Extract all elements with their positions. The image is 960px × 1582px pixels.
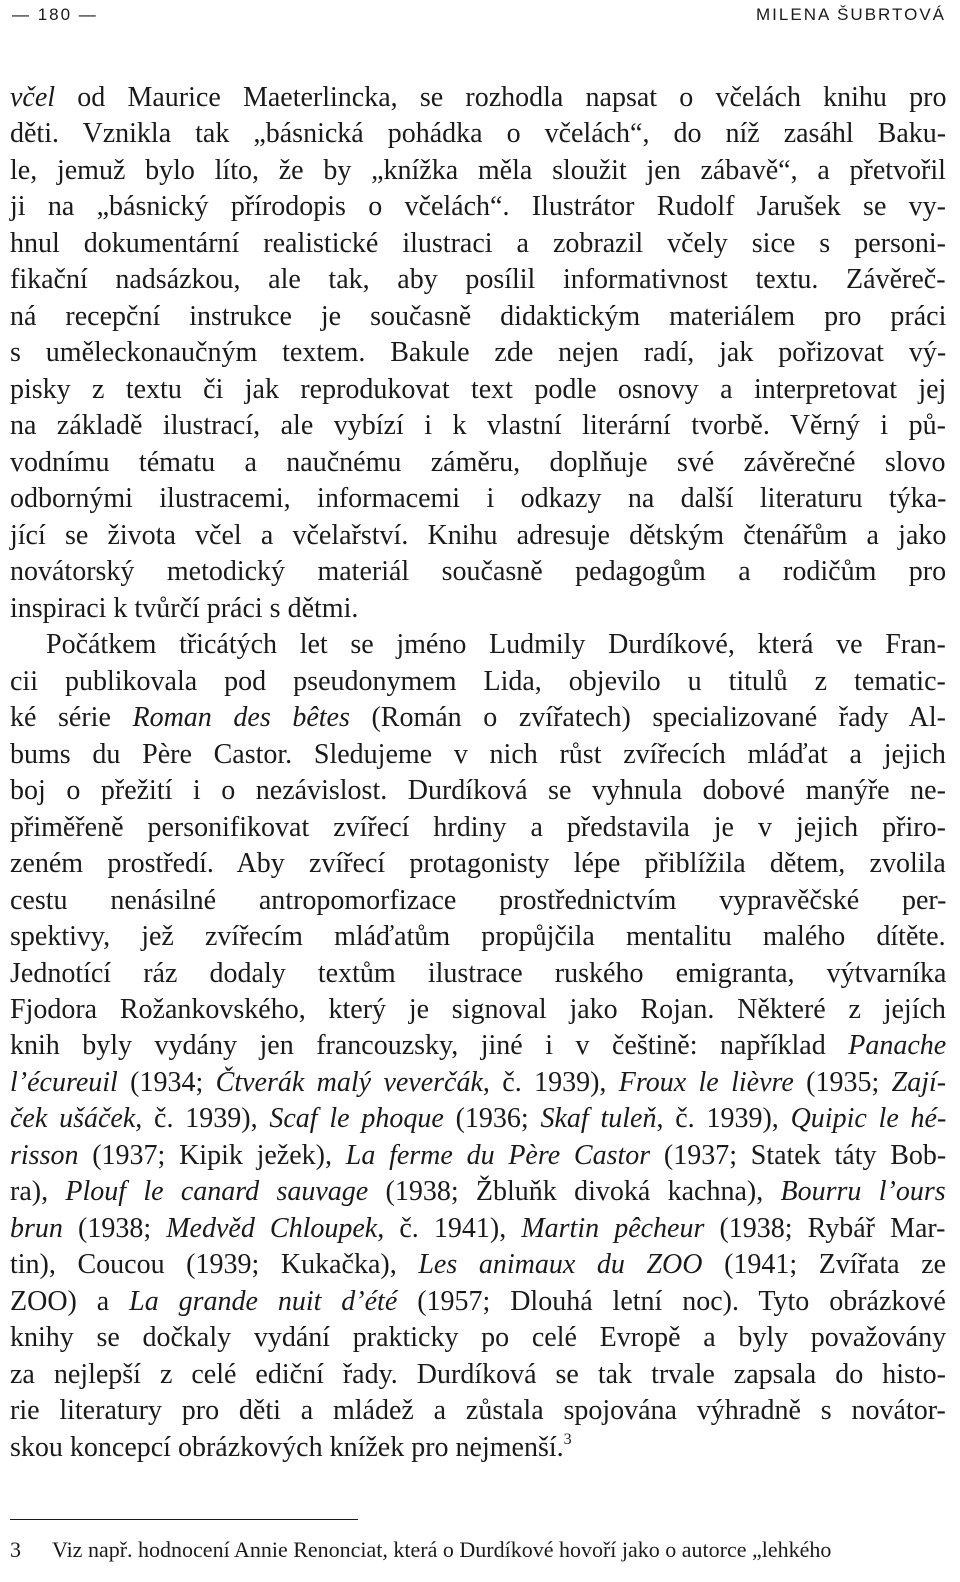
running-head xyxy=(0,0,960,34)
text-span: ji na „básnický přírodopis o včelách“. Ilustrátor Rudolf Jarušek se vy- xyxy=(10,191,947,223)
text-line xyxy=(10,956,946,992)
text-line xyxy=(10,1430,572,1466)
italic-title: Medvěd Chloupek xyxy=(166,1212,378,1244)
text-line xyxy=(10,1320,946,1356)
text-line xyxy=(10,883,946,919)
text-span: Jednotící ráz dodaly textům ilustrace ruského emigranta, výtvarníka xyxy=(10,957,947,989)
text-span: od Maurice Maeterlincka, se rozhodla napsat o včelách knihu pro xyxy=(55,82,947,113)
text-line xyxy=(10,919,946,955)
text-span: knihy se dočkaly vydání prakticky po celé Evropě a byly považovány xyxy=(10,1322,947,1354)
text-span: ké série xyxy=(10,702,133,734)
text-span: cestu nenásilné antropomorfizace prostřednictvím vypravěčské per- xyxy=(10,884,947,916)
text-span: (1934; xyxy=(117,1066,216,1098)
text-span: (1937; Kipik ježek), xyxy=(78,1139,346,1171)
text-span: (Román o zvířatech) specializované řady Al- xyxy=(349,702,946,734)
italic-title: Roman des bêtes xyxy=(132,702,350,734)
italic-title: La grande nuit d’été xyxy=(129,1285,398,1317)
footnote-text: Viz např. hodnocení Annie Renonciat, která o Durdíkové hovoří jako o autorce „lehkého xyxy=(52,1537,832,1562)
italic-title: Froux le lièvre xyxy=(618,1066,794,1098)
italic-title: Quipic le hé- xyxy=(790,1103,947,1135)
text-line xyxy=(10,810,946,846)
italic-title: Panache xyxy=(848,1030,947,1062)
italic-title: Skaf tuleň xyxy=(540,1103,657,1135)
text-span: ra), xyxy=(10,1176,66,1208)
text-span: děti. Vznikla tak „básnická pohádka o včelách“, do níž zasáhl Baku- xyxy=(10,118,947,150)
text-line xyxy=(10,445,946,481)
text-line xyxy=(46,627,946,663)
text-span: za nejlepší z celé ediční řady. Durdíková se tak trvale zapsala do histo- xyxy=(10,1358,946,1390)
text-span: vodnímu tématu a naučnému záměru, doplňuje své závěrečné slovo xyxy=(10,446,946,478)
text-span: Fjodora Rožankovského, který je signoval jako Rojan. Některé z jejích xyxy=(10,994,946,1025)
text-line xyxy=(10,773,946,809)
text-line xyxy=(10,299,946,335)
text-span: odbornými ilustracemi, informacemi i odkazy na další literaturu týka- xyxy=(10,483,947,515)
text-span: přiměřeně personifikovat zvířecí hrdiny a představila je v jejich přiro- xyxy=(10,811,946,843)
text-span: , č. 1941), xyxy=(377,1212,522,1244)
footnote xyxy=(10,1535,831,1565)
italic-title: Zají- xyxy=(891,1066,947,1098)
text-line xyxy=(10,518,946,554)
text-line xyxy=(10,1247,946,1283)
text-line xyxy=(10,408,946,444)
text-span: skou koncepcí obrázkových knížek pro nejmenší. xyxy=(10,1431,564,1463)
text-line xyxy=(10,1174,946,1210)
italic-title: l’écureuil xyxy=(10,1066,118,1098)
text-span: (1938; Rybář Mar- xyxy=(704,1212,946,1244)
page-number: — 180 — xyxy=(12,5,98,24)
text-span: cii publikovala pod pseudonymem Lida, objevilo u titulů z tematic- xyxy=(10,665,946,697)
text-span: bums du Père Castor. Sledujeme v nich růst zvířecích mláďat a jejich xyxy=(10,738,946,770)
text-line xyxy=(10,1028,946,1064)
text-line xyxy=(10,700,946,736)
author-name: MILENA ŠUBRTOVÁ xyxy=(756,5,946,24)
italic-title: risson xyxy=(10,1139,79,1171)
text-span: spektivy, jež zvířecím mláďatům propůjčila mentalitu malého dítěte. xyxy=(10,921,946,953)
footnote-rule xyxy=(10,1519,358,1520)
text-span: hnul dokumentární realistické ilustraci a zobrazil včely sice s personi- xyxy=(10,227,946,259)
text-line xyxy=(10,1065,946,1101)
text-span: rie literatury pro děti a mládež a zůstala spojována výhradně s novátor- xyxy=(10,1395,946,1427)
text-span: (1957; Dlouhá letní noc). Tyto obrázkové xyxy=(397,1285,946,1317)
italic-title: Martin pêcheur xyxy=(521,1212,705,1244)
text-span: s uměleckonaučným textem. Bakule zde nejen radí, jak pořizovat vý- xyxy=(10,337,947,369)
text-span: (1938; Žbluňk divoká kachna), xyxy=(368,1176,781,1208)
text-span: na základě ilustrací, ale vybízí i k vlastní literární tvorbě. Věrný i pů- xyxy=(10,410,946,442)
italic-title: Plouf le canard sauvage xyxy=(65,1176,369,1208)
italic-title: La ferme du Père Castor xyxy=(345,1139,651,1171)
text-span: ná recepční instrukce je současně didaktickým materiálem pro práci xyxy=(10,300,947,332)
italic-title: ček ušáček xyxy=(10,1103,136,1135)
text-span: ZOO) a xyxy=(10,1285,130,1317)
footnote-ref: 3 xyxy=(563,1430,572,1448)
text-span: (1936; xyxy=(443,1103,541,1135)
text-span: novátorský metodický materiál současně pedagogům a rodičům pro xyxy=(10,556,947,588)
text-span: , č. 1939), xyxy=(135,1103,270,1135)
text-line xyxy=(10,262,946,298)
italic-title: včel xyxy=(10,82,56,113)
text-span: jící se života včel a včelařství. Knihu adresuje dětským čtenářům a jako xyxy=(10,519,947,551)
text-line xyxy=(10,992,946,1028)
italic-title: Les animaux du ZOO xyxy=(418,1249,703,1281)
italic-title: Bourru l’ours xyxy=(780,1176,946,1208)
text-span: knih byly vydány jen francouzsky, jiné i v češtině: například xyxy=(10,1030,849,1062)
text-line xyxy=(10,481,946,517)
text-line xyxy=(10,226,946,262)
text-span: (1935; xyxy=(793,1066,892,1098)
text-span: fikační nadsázkou, ale tak, aby posílil informativnost textu. Závěreč- xyxy=(10,264,946,296)
text-span: (1937; Statek táty Bob- xyxy=(650,1139,947,1171)
text-line xyxy=(10,737,946,773)
text-line xyxy=(10,116,946,152)
text-span: , č. 1939), xyxy=(656,1103,791,1135)
text-line xyxy=(10,1357,946,1393)
text-line xyxy=(10,1284,946,1320)
text-line xyxy=(10,591,358,627)
text-line xyxy=(10,189,946,225)
text-span: pisky z textu či jak reprodukovat text podle osnovy a interpretovat jej xyxy=(10,373,947,405)
text-span: inspiraci k tvůrčí práci s dětmi. xyxy=(10,592,359,624)
text-span: (1941; Zvířata ze xyxy=(702,1249,947,1281)
text-line xyxy=(10,1101,946,1137)
text-span: , č. 1939), xyxy=(482,1066,619,1098)
text-span: zeném prostředí. Aby zvířecí protagonisty lépe přiblížila dětem, zvolila xyxy=(10,848,946,880)
text-span: tin), Coucou (1939; Kukačka), xyxy=(10,1249,419,1281)
italic-title: brun xyxy=(10,1212,63,1244)
text-line xyxy=(10,372,946,408)
text-line xyxy=(10,1211,946,1247)
text-span: boj o přežití i o nezávislost. Durdíková se vyhnula dobové manýře ne- xyxy=(10,775,946,807)
text-line xyxy=(10,554,946,590)
text-line xyxy=(10,664,946,700)
text-span: (1938; xyxy=(62,1212,167,1244)
text-line xyxy=(10,80,946,116)
footnote-number: 3 xyxy=(10,1537,21,1562)
text-line xyxy=(10,1138,946,1174)
text-line xyxy=(10,153,946,189)
text-span: Počátkem třicátých let se jméno Ludmily Durdíkové, která ve Fran- xyxy=(46,629,946,661)
text-span: le, jemuž bylo líto, že by „knížka měla sloužit jen zábavě“, a přetvořil xyxy=(10,154,946,186)
text-line xyxy=(10,1393,946,1429)
italic-title: Čtverák malý veverčák xyxy=(215,1066,483,1098)
text-line xyxy=(10,846,946,882)
italic-title: Scaf le phoque xyxy=(269,1103,444,1135)
text-line xyxy=(10,335,946,371)
